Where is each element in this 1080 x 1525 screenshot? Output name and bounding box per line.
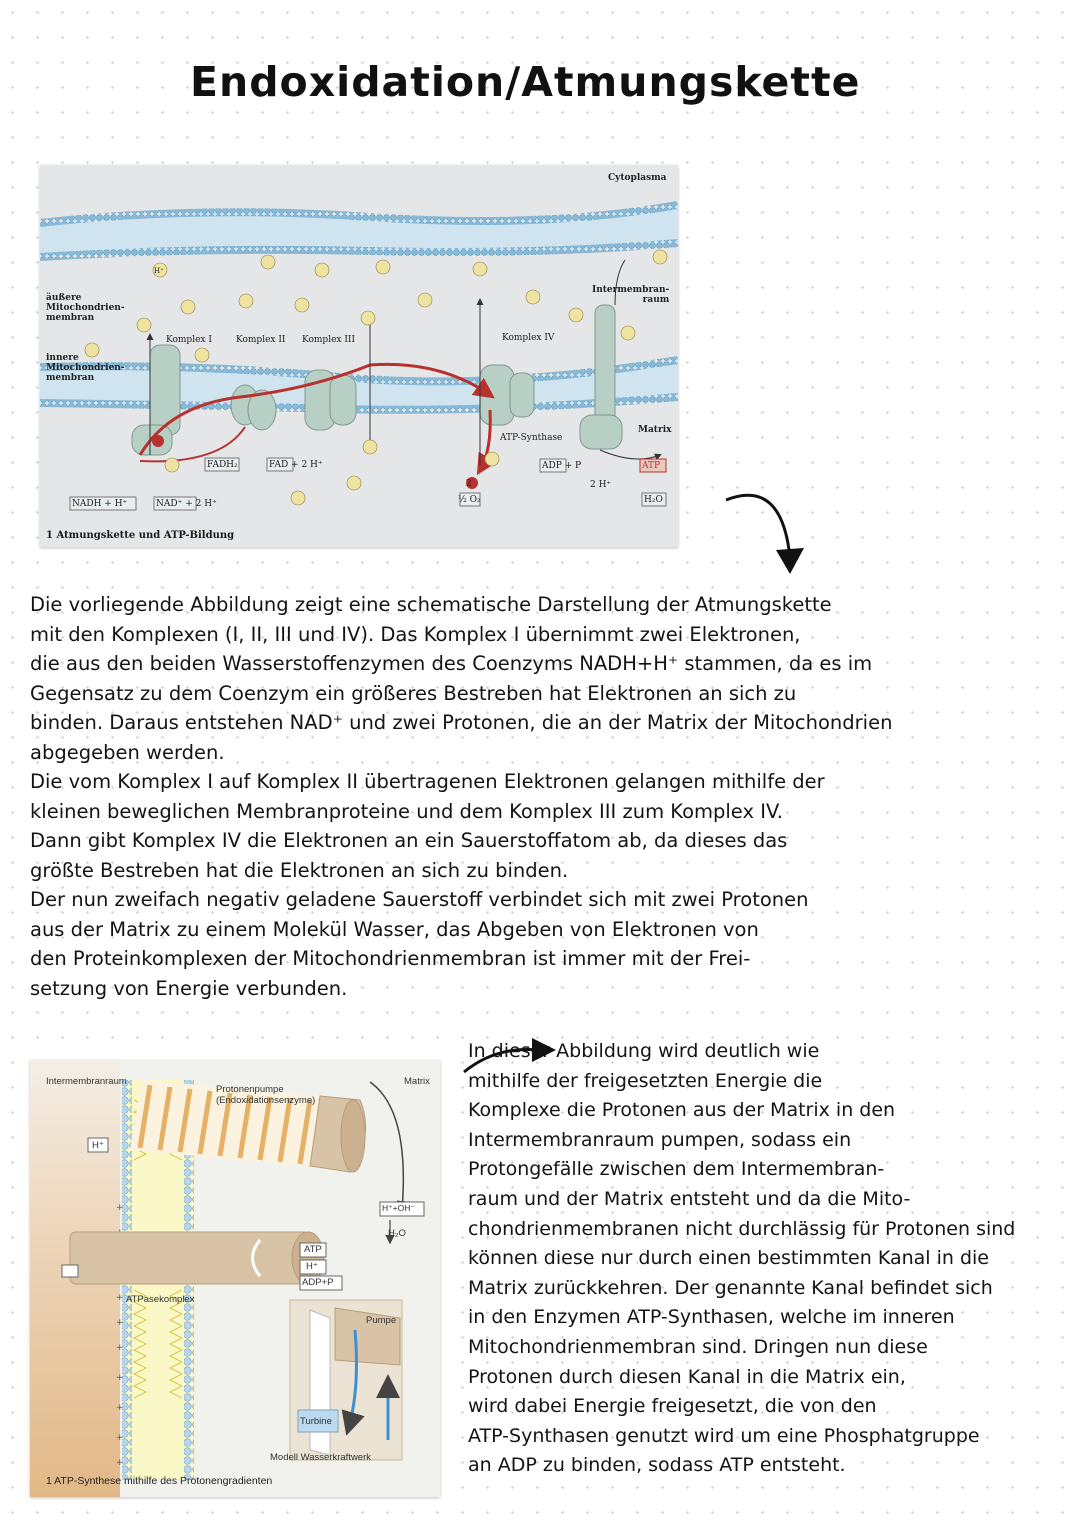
- respiratory-chain-figure: [40, 165, 678, 547]
- proton-label: H⁺: [154, 267, 164, 275]
- svg-text:+: +: [116, 1403, 124, 1413]
- figure2-caption: 1 ATP-Synthese mithilfe des Protonengradienten: [46, 1475, 273, 1487]
- label-outer-membrane: äußere Mitochondrien- membran: [46, 293, 125, 323]
- label-modell: Modell Wasserkraftwerk: [270, 1452, 372, 1463]
- label-o2: ½ O₂: [458, 495, 481, 505]
- label-two: 2: [466, 479, 472, 489]
- svg-text:+: +: [116, 1318, 124, 1328]
- label-fad: FAD + 2 H⁺: [269, 460, 323, 470]
- label-pumpe: Pumpe: [366, 1315, 397, 1326]
- label-fadh: FADH₂: [207, 460, 238, 470]
- atp-synthesis-figure: [30, 1060, 440, 1497]
- page-title: Endoxidation/Atmungskette: [190, 58, 861, 106]
- figure1-caption: 1 Atmungskette und ATP-Bildung: [46, 530, 235, 541]
- svg-text:+: +: [116, 1373, 124, 1383]
- label-adp: ADP + P: [542, 461, 582, 471]
- label-inner-membrane: innere Mitochondrien- membran: [46, 353, 125, 383]
- atpase-complex: [70, 1232, 324, 1284]
- label-cytoplasma: Cytoplasma: [608, 173, 667, 183]
- svg-text:+: +: [116, 1433, 124, 1443]
- label-matrix: Matrix: [638, 425, 672, 435]
- paragraph-2: In dieser Abbildung wird deutlich wie mithilfe der freigesetzten Energie die Komplexe die Protonen aus der Matrix in den Intermembranraum pumpen, sodass ein Protongefälle zwischen dem Intermembran- raum und der Matrix entsteht und da die Mito- chondrienmembranen nicht durchlässig für Protonen sind können diese nur durch einen bestimmten Kanal in die Matrix zurückkehren. Der genannte Kanal befindet sich in den Enzymen ATP-Synthasen, welche im inneren Mitochondrienmembran sind. Dringen nun diese Protonen durch diesen Kanal in die Matrix ein, wird dabei Energie freigesetzt, die von den ATP-Synthasen genutzt wird um eine Phosphatgruppe an ADP zu binden, sodass ATP entsteht.: [468, 1040, 1016, 1477]
- label-atp: ATP: [642, 461, 661, 471]
- label-atp-synthase: ATP-Synthase: [500, 433, 563, 443]
- svg-text:+: +: [116, 1343, 124, 1353]
- label-complex-4: Komplex IV: [502, 333, 555, 343]
- label-h-oh: H⁺+OH⁻: [382, 1203, 415, 1213]
- proton-label: H⁺: [92, 1140, 104, 1151]
- label-h2o: H₂O: [388, 1228, 406, 1239]
- svg-text:+: +: [116, 1293, 124, 1303]
- svg-text:+: +: [116, 1203, 124, 1213]
- atp-synthesis-diagram: [30, 1060, 440, 1497]
- label-complex-1: Komplex I: [166, 335, 212, 345]
- label-two-h: 2 H⁺: [590, 480, 612, 490]
- label-intermembrane: Intermembran- raum: [592, 285, 670, 305]
- respiratory-chain-diagram: [40, 165, 678, 547]
- label-complex-3: Komplex III: [302, 335, 356, 345]
- label-h2o: H₂O: [644, 495, 663, 505]
- label-turbine: Turbine: [300, 1416, 332, 1427]
- label-nadh: NADH + H⁺: [72, 499, 128, 509]
- label-matrix: Matrix: [404, 1076, 430, 1087]
- label-nad: NAD⁺ + 2 H⁺: [156, 499, 217, 509]
- svg-text:+: +: [116, 1458, 124, 1468]
- label-h: H⁺: [306, 1261, 318, 1272]
- label-intermembranraum: Intermembranraum: [46, 1076, 127, 1087]
- label-atpasekomplex: ATPasekomplex: [126, 1294, 195, 1305]
- curved-arrow-down-icon: [712, 470, 822, 580]
- label-atp: ATP: [304, 1244, 322, 1255]
- label-adp: ADP+P: [302, 1277, 334, 1288]
- label-protonenpumpe: Protonenpumpe (Endoxidationsenzyme): [216, 1084, 316, 1106]
- paragraph-1: Die vorliegende Abbildung zeigt eine schematische Darstellung der Atmungskette mit den Komplexen (I, II, III und IV). Das Komplex I übernimmt zwei Elektronen, die aus den beiden Wasserstoffenzymen des Coenzyms NADH+H⁺ stammen, da es im Gegensatz zu dem Coenzym ein größeres Bestreben hat Elektronen an sich zu binden. Daraus entstehen NAD⁺ und zwei Protonen, die an der Matrix der Mitochondrien abgegeben werden. Die vom Komplex I auf Komplex II übertragenen Elektronen gelangen mithilfe der kleinen beweglichen Membranproteine und dem Komplex III zum Komplex IV. Dann gibt Komplex IV die Elektronen an ein Sauerstoffatom ab, da dieses das größte Bestreben hat die Elektronen an sich zu binden. Der nun zweifach negativ geladene Sauerstoff verbindet sich mit zwei Protonen aus der Matrix zu einem Molekül Wasser, das Abgeben von Elektronen von den Proteinkomplexen der Mitochondrienmembran ist immer mit der Frei- setzung von Energie verbunden.: [30, 593, 893, 1000]
- label-complex-2: Komplex II: [236, 335, 286, 345]
